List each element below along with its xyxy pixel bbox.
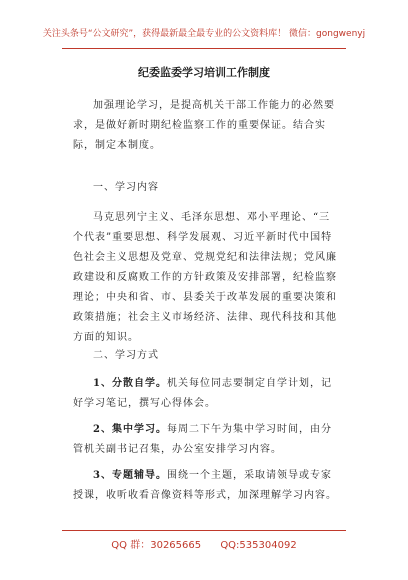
method-item-2 [73,420,341,460]
method-item-2-text: 每周二下午为集中学习时间，由分管机关副书记召集，办公室安排学习内容。 [73,424,332,455]
page-footer [0,536,408,551]
footer-qq-group: QQ 群：30265665 [111,540,202,551]
method-item-1 [73,374,341,414]
footer-qq-number: QQ:535304092 [220,540,297,551]
header-divider [62,48,346,49]
content-paragraph: 马克思列宁主义、毛泽东思想、邓小平理论、“三个代表”重要思想、科学发展观、习近平新时代中国特色社会主义思想及党章、党规党纪和法律法规；党风廉政建设和反腐败工作的方针政策及安排部署，纪检监察理论；中央和省、市、县委关于改革发展的重要决策和政策措施；社会主义市场经济、法律、现代科技和其他方面的知识。 [73,212,337,343]
method-item-1-lead: 1、分散自学。 [93,378,167,389]
intro-paragraph: 加强理论学习，是提高机关干部工作能力的必然要求，是做好新时期纪检监察工作的重要保证。结合实际，制定本制度。 [73,100,335,151]
section-heading-methods: 二、学习方式 [93,350,159,361]
method-item-1-text: 机关每位同志要制定自学计划，记好学习笔记，撰写心得体会。 [73,378,332,409]
method-item-2-lead: 2、集中学习。 [93,424,167,435]
page-header-text: 关注头条号“公文研究”，获得最新最全最专业的公文资料库！ 微信：gongwenyj [42,29,366,39]
document-title: 纪委监委学习培训工作制度 [138,66,270,79]
section-heading-content: 一、学习内容 [93,182,159,193]
method-item-3-text: 围绕一个主题，采取请领导或专家授课，收听收看音像资料等形式，加深理解学习内容。 [73,470,337,501]
method-item-3 [73,466,341,506]
method-item-3-lead: 3、专题辅导。 [93,470,167,481]
footer-divider [62,530,346,531]
